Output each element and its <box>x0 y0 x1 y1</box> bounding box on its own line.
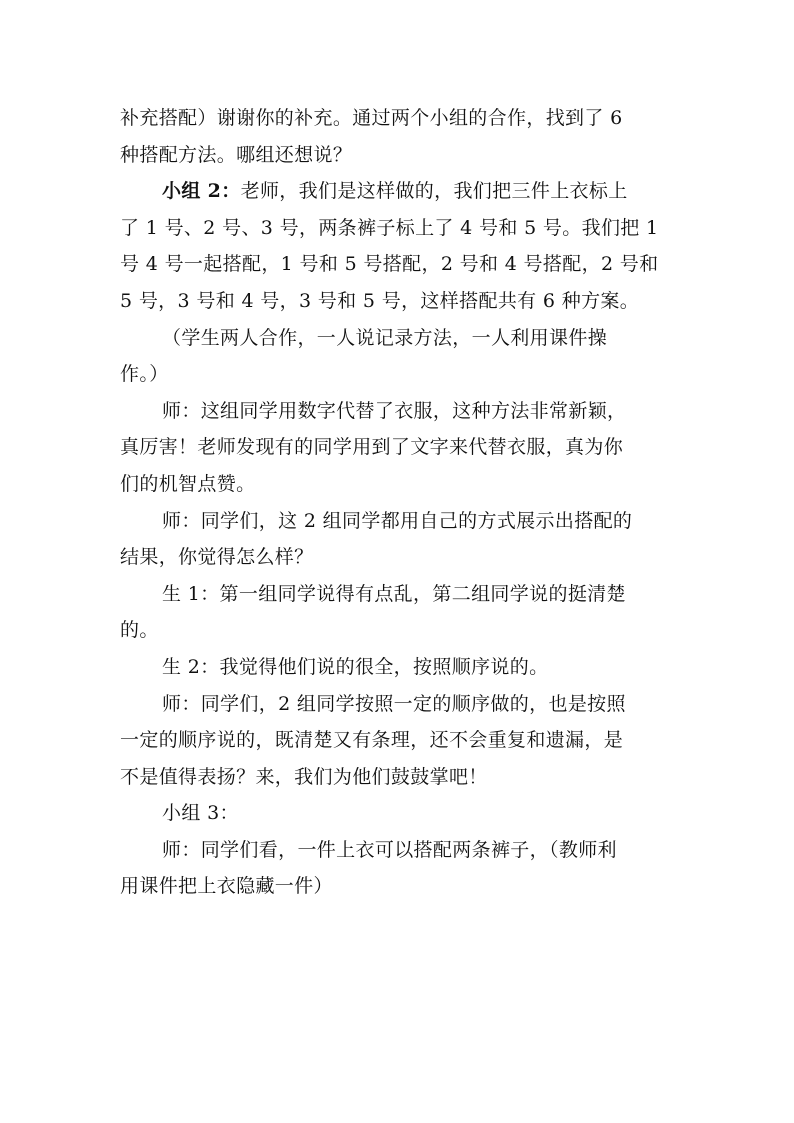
paragraph-line: 生 1：第一组同学说得有点乱，第二组同学说的挺清楚 <box>162 582 626 605</box>
paragraph-line: 5 号，3 号和 4 号，3 号和 5 号，这样搭配共有 6 种方案。 <box>120 289 640 312</box>
paragraph-line: 种搭配方法。哪组还想说？ <box>120 143 353 166</box>
paragraph-line: 了 1 号、2 号、3 号，两条裤子标上了 4 号和 5 号。我们把 1 <box>120 216 659 239</box>
paragraph-line: 真厉害！老师发现有的同学用到了文字来代替衣服，真为你 <box>120 436 624 459</box>
paragraph-line: 补充搭配）谢谢你的补充。通过两个小组的合作，找到了 6 <box>120 107 623 129</box>
paragraph-line: 师：同学们，2 组同学按照一定的顺序做的，也是按照 <box>162 692 626 715</box>
paragraph-line: 小组 3： <box>162 802 239 825</box>
paragraph-line: 师：这组同学用数字代替了衣服，这种方法非常新颖， <box>162 399 627 422</box>
paragraph-line: 作。） <box>120 363 169 386</box>
paragraph-line: 生 2：我觉得他们说的很全，按照顺序说的。 <box>162 655 549 678</box>
paragraph-line: 不是值得表扬？来，我们为他们鼓鼓掌吧！ <box>120 765 488 788</box>
paragraph-line: 号 4 号一起搭配，1 号和 5 号搭配，2 号和 4 号搭配，2 号和 <box>120 253 659 276</box>
paragraph-line: 用课件把上衣隐藏一件） <box>120 875 333 898</box>
speaker-label: 小组 2： <box>162 180 241 203</box>
paragraph-line: 师：同学们看，一件上衣可以搭配两条裤子，（教师利 <box>162 838 617 861</box>
paragraph-line <box>120 173 676 210</box>
document-page <box>120 100 676 905</box>
paragraph-text: 老师，我们是这样做的，我们把三件上衣标上 <box>240 180 628 203</box>
paragraph-line: 们的机智点赞。 <box>120 472 256 495</box>
paragraph-line: 师：同学们，这 2 组同学都用自己的方式展示出搭配的 <box>162 509 633 532</box>
paragraph-line: 一定的顺序说的，既清楚又有条理，还不会重复和遗漏，是 <box>120 729 624 752</box>
paragraph-line: （学生两人合作，一人说记录方法，一人利用课件操 <box>162 326 608 349</box>
paragraph-line: 结果，你觉得怎么样？ <box>120 546 314 569</box>
paragraph-line: 的。 <box>120 619 159 642</box>
